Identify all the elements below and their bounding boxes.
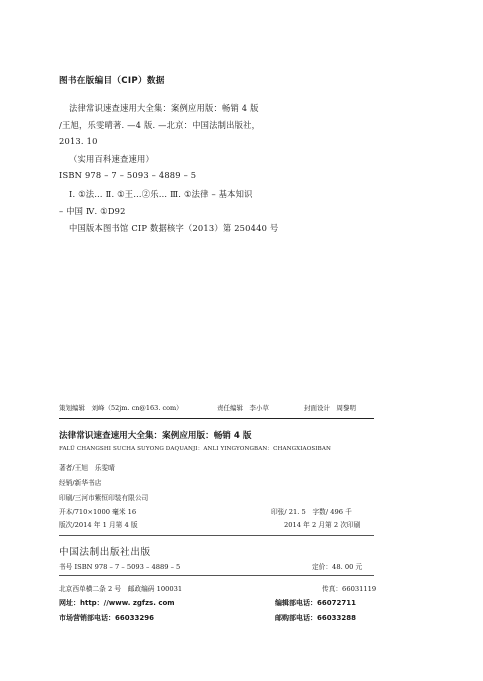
book-sheets: 印张/ 21. 5 字数/ 496 千 [271, 508, 352, 516]
book-title: 法律常识速查速用大全集：案例应用版：畅销 4 版 [59, 431, 252, 441]
publisher-isbn: 书号 ISBN 978 – 7 – 5093 – 4889 – 5 [59, 563, 181, 571]
book-format: 开本/710×1000 毫米 16 [59, 508, 137, 516]
planning-editor: 策划编辑 刘峰（52jm. cn@163. com） [59, 404, 183, 412]
book-printing: 2014 年 2 月第 2 次印刷 [284, 521, 361, 529]
cip-authors-line: /王旭，乐雯晴著. —4 版. —北京：中国法制出版社， [59, 120, 261, 130]
book-printer: 印刷/三河市紫恒印装有限公司 [59, 494, 149, 502]
cover-designer: 封面设计 周黎明 [304, 404, 356, 412]
publisher-website: 网址：http：//www. zgfzs. com [59, 599, 175, 607]
price: 定价：48. 00 元 [312, 563, 363, 571]
responsible-editor: 责任编辑 李小草 [217, 404, 269, 412]
cip-classification-2: – 中国 Ⅳ. ①D92 [59, 206, 126, 216]
book-authors: 著者/王旭 乐雯晴 [59, 464, 115, 472]
cip-verification: 中国版本图书馆 CIP 数据核字（2013）第 250440 号 [69, 223, 279, 233]
publisher-name: 中国法制出版社出版 [59, 547, 151, 558]
cip-date-line: 2013. 10 [59, 136, 98, 146]
book-distributor: 经销/新华书店 [59, 479, 102, 487]
publisher-fax: 传真：66031119 [322, 585, 377, 593]
cip-title-line: 法律常识速查速用大全集：案例应用版：畅销 4 版 [69, 103, 259, 113]
cip-classification-1: Ⅰ. ①法… Ⅱ. ①王…②乐… Ⅲ. ①法律 – 基本知识 [69, 189, 253, 199]
book-edition: 版次/2014 年 1 月第 4 版 [59, 521, 138, 529]
mail-order-phone: 邮购部电话：66033288 [275, 614, 356, 622]
editorial-phone: 编辑部电话：66072711 [275, 599, 356, 607]
divider-top [59, 418, 374, 419]
cip-heading: 图书在版编目（CIP）数据 [59, 76, 165, 86]
cip-series-line: （实用百科速查速用） [69, 154, 154, 164]
divider-middle [59, 535, 374, 536]
marketing-phone: 市场营销部电话：66033296 [59, 614, 154, 622]
divider-lower [59, 575, 374, 576]
book-pinyin: FALÜ CHANGSHI SUCHA SUYONG DAQUANJI：ANLI YINGYONGBAN：CHANGXIAOSIBAN [59, 446, 331, 452]
publisher-address: 北京西单横二条 2 号 邮政编码 100031 [59, 585, 183, 593]
cip-isbn: ISBN 978 – 7 – 5093 – 4889 – 5 [59, 170, 197, 180]
